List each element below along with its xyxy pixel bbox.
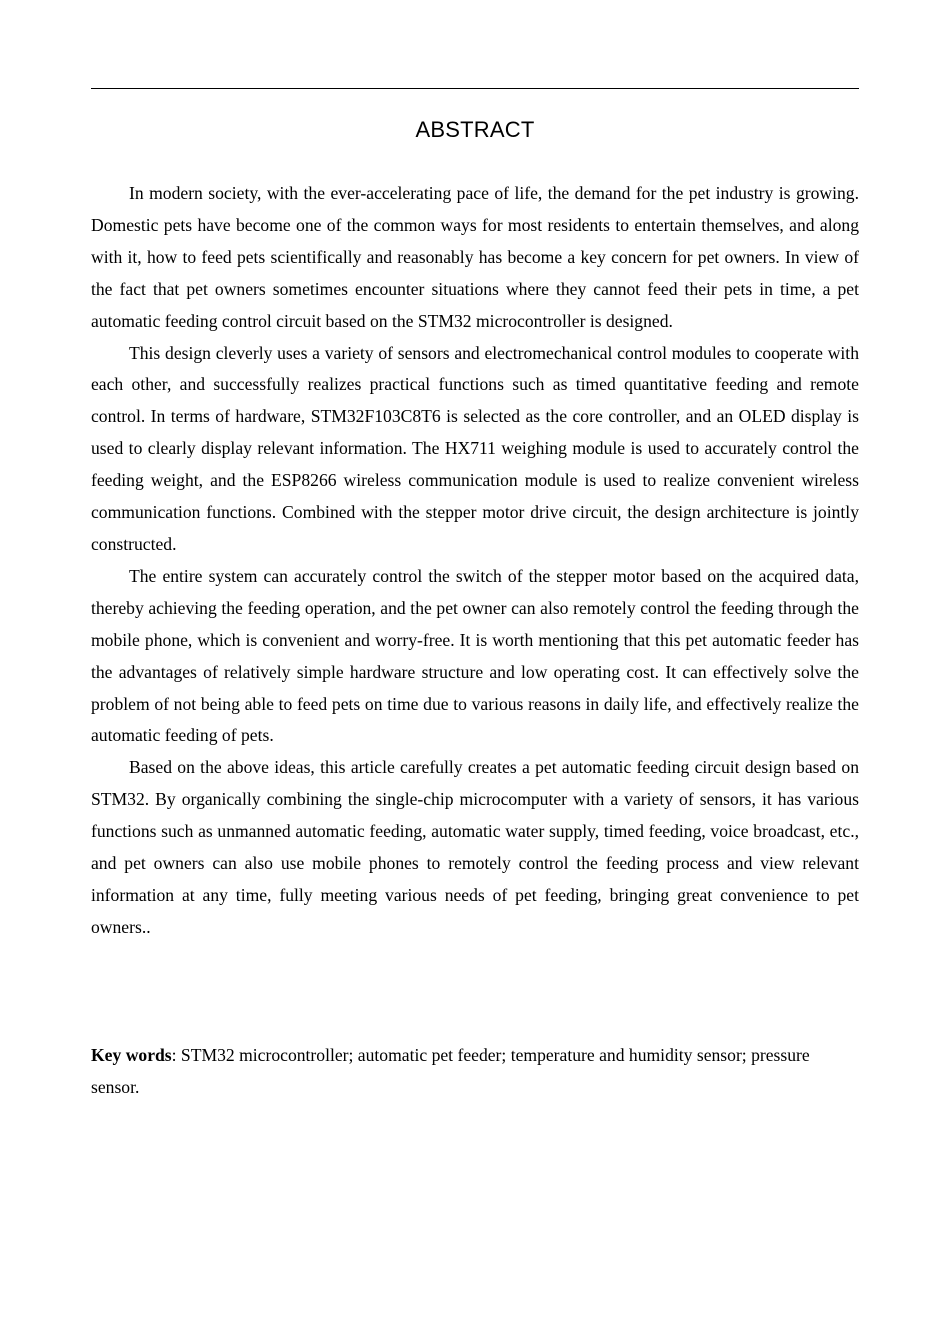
abstract-paragraph-4: Based on the above ideas, this article carefully creates a pet automatic feeding circuit design based on STM32. By organically combining the single-chip microcomputer with a variety of sensors, it has various functions such as unmanned automatic feeding, automatic water supply, timed feeding, voice broadcast, etc., and pet owners can also use mobile phones to remotely control the feeding process and view relevant information at any time, fully meeting various needs of pet feeding, bringing great convenience to pet owners.. <box>91 757 859 937</box>
abstract-paragraph-1: In modern society, with the ever-accelerating pace of life, the demand for the pet industry is growing. Domestic pets have become one of the common ways for most residents to entertain themselves, and along with it, how to feed pets scientifically and reasonably has become a key concern for pet owners. In view of the fact that pet owners sometimes encounter situations where they cannot feed their pets in time, a pet automatic feeding control circuit based on the STM32 microcontroller is designed. <box>91 183 859 331</box>
keywords-line <box>91 1040 859 1103</box>
keywords-label: Key words <box>91 1045 172 1065</box>
header-rule <box>91 88 859 89</box>
abstract-body <box>91 178 859 944</box>
abstract-paragraph-3: The entire system can accurately control the switch of the stepper motor based on the acquired data, thereby achieving the feeding operation, and the pet owner can also remotely control the feeding through the mobile phone, which is convenient and worry-free. It is worth mentioning that this pet automatic feeder has the advantages of relatively simple hardware structure and low operating cost. It can effectively solve the problem of not being able to feed pets on time due to various reasons in daily life, and effectively realize the automatic feeding of pets. <box>91 565 859 746</box>
abstract-title: ABSTRACT <box>415 117 535 142</box>
abstract-paragraph-2: This design cleverly uses a variety of sensors and electromechanical control modules to cooperate with each other, and successfully realizes practical functions such as timed quantitative feeding and remote control. In terms of hardware, STM32F103C8T6 is selected as the core controller, and an OLED display is used to clearly display relevant information. The HX711 weighing module is used to accurately control the feeding weight, and the ESP8266 wireless communication module is used to realize convenient wireless communication functions. Combined with the stepper motor drive circuit, the design architecture is jointly constructed. <box>91 342 859 554</box>
keywords-text: : STM32 microcontroller; automatic pet feeder; temperature and humidity sensor; pressure sensor. <box>91 1045 810 1097</box>
